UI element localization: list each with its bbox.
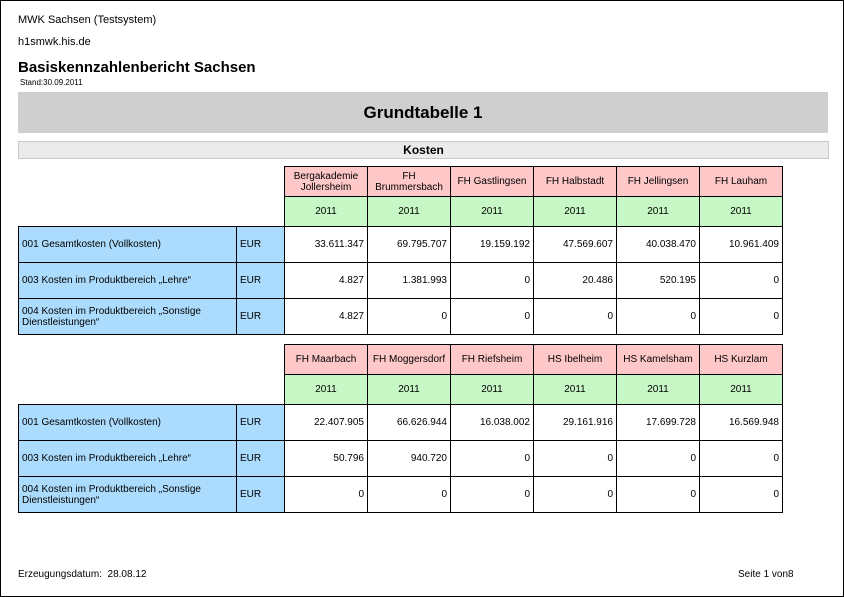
value-cell: 4.827 [284,262,368,299]
column-header: HS Kamelsham [616,344,700,375]
value-cell: 4.827 [284,298,368,335]
host-name: h1smwk.his.de [18,36,91,48]
value-cell: 0 [533,440,617,477]
value-cell: 20.486 [533,262,617,299]
value-cell: 0 [699,440,783,477]
value-cell: 16.038.002 [450,404,534,441]
value-cell: 17.699.728 [616,404,700,441]
column-header: FH Halbstadt [533,166,617,197]
value-cell: 0 [533,298,617,335]
value-cell: 0 [367,298,451,335]
value-cell: 0 [533,476,617,513]
value-cell: 0 [450,476,534,513]
row-label: 001 Gesamtkosten (Vollkosten) [18,404,237,441]
creation-date-value: 28.08.12 [107,569,147,580]
value-cell: 0 [450,298,534,335]
value-cell: 0 [284,476,368,513]
value-cell: 1.381.993 [367,262,451,299]
value-cell: 0 [616,476,700,513]
value-cell: 47.569.607 [533,226,617,263]
column-header: FH Riefsheim [450,344,534,375]
row-unit: EUR [236,476,285,513]
year-header: 2011 [616,196,700,227]
row-label: 001 Gesamtkosten (Vollkosten) [18,226,237,263]
value-cell: 10.961.409 [699,226,783,263]
section-title: Kosten [403,143,444,157]
row-unit: EUR [236,440,285,477]
row-unit: EUR [236,298,285,335]
table-title: Grundtabelle 1 [363,102,483,122]
value-cell: 0 [699,298,783,335]
year-header: 2011 [533,374,617,405]
value-cell: 0 [699,476,783,513]
column-header: HS Kurzlam [699,344,783,375]
value-cell: 0 [616,298,700,335]
value-cell: 16.569.948 [699,404,783,441]
value-cell: 29.161.916 [533,404,617,441]
year-header: 2011 [699,374,783,405]
value-cell: 0 [450,262,534,299]
creation-date [18,569,146,580]
row-label: 003 Kosten im Produktbereich „Lehre“ [18,262,237,299]
year-header: 2011 [284,196,368,227]
value-cell: 0 [616,440,700,477]
column-header: FH Moggersdorf [367,344,451,375]
creation-date-label: Erzeugungsdatum: [18,569,102,580]
row-unit: EUR [236,226,285,263]
column-header: FH Gastlingsen [450,166,534,197]
organization-name: MWK Sachsen (Testsystem) [18,14,157,26]
column-header: FH Maarbach [284,344,368,375]
column-header: HS Ibelheim [533,344,617,375]
row-unit: EUR [236,404,285,441]
page-number: Seite 1 von8 [738,569,794,580]
value-cell: 19.159.192 [450,226,534,263]
column-header: FH Lauham [699,166,783,197]
value-cell: 0 [450,440,534,477]
table-title-bar [18,92,828,133]
value-cell: 40.038.470 [616,226,700,263]
row-unit: EUR [236,262,285,299]
report-title: Basiskennzahlenbericht Sachsen [18,59,256,76]
year-header: 2011 [367,196,451,227]
value-cell: 520.195 [616,262,700,299]
value-cell: 22.407.905 [284,404,368,441]
column-header: FH Brummersbach [367,166,451,197]
column-header: Bergakademie Jollersheim [284,166,368,197]
year-header: 2011 [450,374,534,405]
row-label: 004 Kosten im Produktbereich „Sonstige Dienstleistungen“ [18,298,237,335]
year-header: 2011 [450,196,534,227]
value-cell: 0 [699,262,783,299]
value-cell: 66.626.944 [367,404,451,441]
value-cell: 69.795.707 [367,226,451,263]
row-label: 003 Kosten im Produktbereich „Lehre“ [18,440,237,477]
year-header: 2011 [367,374,451,405]
year-header: 2011 [284,374,368,405]
value-cell: 0 [367,476,451,513]
year-header: 2011 [616,374,700,405]
stand-date: Stand:30.09.2011 [20,78,83,87]
section-bar [18,141,829,159]
row-label: 004 Kosten im Produktbereich „Sonstige Dienstleistungen“ [18,476,237,513]
column-header: FH Jellingsen [616,166,700,197]
value-cell: 33.611.347 [284,226,368,263]
year-header: 2011 [533,196,617,227]
value-cell: 940.720 [367,440,451,477]
value-cell: 50.796 [284,440,368,477]
year-header: 2011 [699,196,783,227]
